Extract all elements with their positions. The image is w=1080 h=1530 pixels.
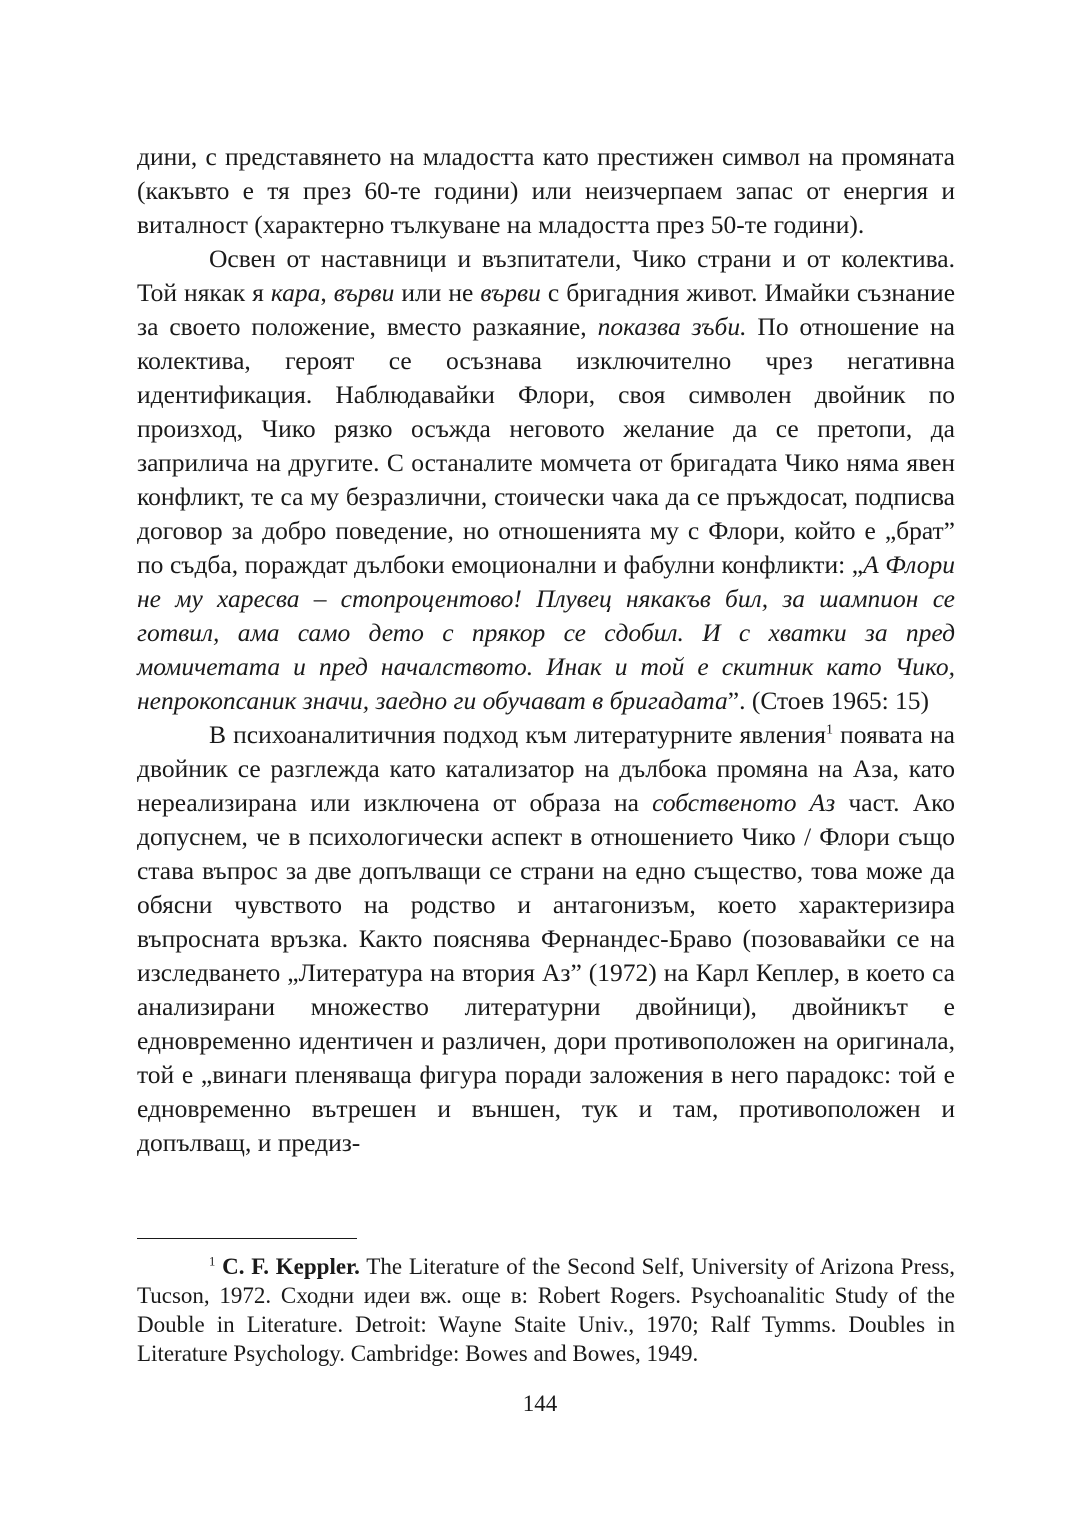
paragraph-2 — [137, 242, 955, 718]
p3-italic-sobstvenoto-az: собственото Аз — [652, 788, 836, 817]
footnote-separator — [137, 1238, 357, 1239]
p3-text-2: появата на двойник се разглежда като катализатор на дълбока промяна на Аза, като нереализирана или изключена от образа на — [137, 720, 955, 817]
footnote-text: The Literature of the Second Self, University of Arizona Press, Tucson, 1972. Сходни идеи вж. още в: Robert Rogers. Psychoanalitic Study of the Double in Literature. Detroit: Wayne Staite Univ., 1970; Ralf Tymms. Doubles in Literature Psychology. Cambridge: Bowes and Bowes, 1949. — [137, 1254, 955, 1366]
p2-italic-kara: кара — [270, 278, 321, 307]
p2-italic-varvi-2: върви — [480, 278, 541, 307]
p2-text-5: По отношение на колектива, героят се осъзнава изключително чрез негативна идентификация. Наблюдавайки Флори, своя символен двойник по произход, Чико рязко осъжда неговото желание да се претопи, да заприлича на другите. С останалите момчета от бригадата Чико няма явен конфликт, те са му безразлични, стоически чака да се пръждосат, подписва договор за добро поведение, но отношенията му с Флори, който е „брат” по съдба, пораждат дълбоки емоционални и фабулни конфликти: „ — [137, 312, 956, 579]
paragraph-1: дини, с представянето на младостта като престижен символ на промяната (какъвто е тя през 60-те години) или неизчерпаем запас от енергия и виталност (характерно тълкуване на младостта през 50-те години). — [137, 142, 955, 239]
p2-text-1: Освен от наставници и възпитатели, Чико страни и от колектива. Той някак я — [137, 244, 955, 307]
p2-italic-varvi: върви — [333, 278, 395, 307]
p3-text-3: част. Ако допуснем, че в психологически аспект в отношението Чико / Флори също става въпрос за две допълващи се страни на едно същество, това може да обясни чувството на родство и антагонизъм, което характеризира въпросната връзка. Както пояснява Фернандес-Браво (позовавайки се на изследването „Литература на втория Аз” (1972) на Карл Кеплер, в което са анализирани множество литературни двойници), двойникът е едновременно идентичен и различен, дори противоположен на оригинала, той е „винаги пленяваща фигура поради заложения в него парадокс: той е едновременно вътрешен и външен, тук и там, противоположен и допълващ, и предиз- — [137, 788, 955, 1157]
p2-citation: ”. (Стоев 1965: 15) — [727, 686, 930, 715]
p2-text-2: , — [320, 278, 334, 307]
footnote-marker: 1 — [209, 1254, 216, 1269]
main-text — [137, 140, 955, 1160]
p2-text-4: с бригадния живот. Имайки съзнание за своето положение, вместо разкаяние, — [137, 278, 956, 341]
paragraph-3 — [137, 718, 955, 1160]
p2-italic-quotation: А Флори не му харесва – стопроцентово! Плувец някакъв бил, за шампион се готвил, ама само дето с прякор се сдобил. И с хватки за пред момичетата и пред началството. Инак и той е скитник като Чико, непрокопсаник значи, заедно ги обучават в бригадата — [137, 550, 955, 715]
p3-text-1: В психоаналитичния подход към литературните явления — [209, 720, 827, 749]
p2-italic-pokazva-zabi: показва зъби. — [597, 312, 747, 341]
footnote-author: C. F. Keppler. — [222, 1254, 360, 1279]
p2-text-3: или не — [394, 278, 481, 307]
page-number: 144 — [522, 1391, 558, 1416]
footnote-reference[interactable]: 1 — [826, 722, 834, 738]
footnote — [137, 1252, 955, 1368]
